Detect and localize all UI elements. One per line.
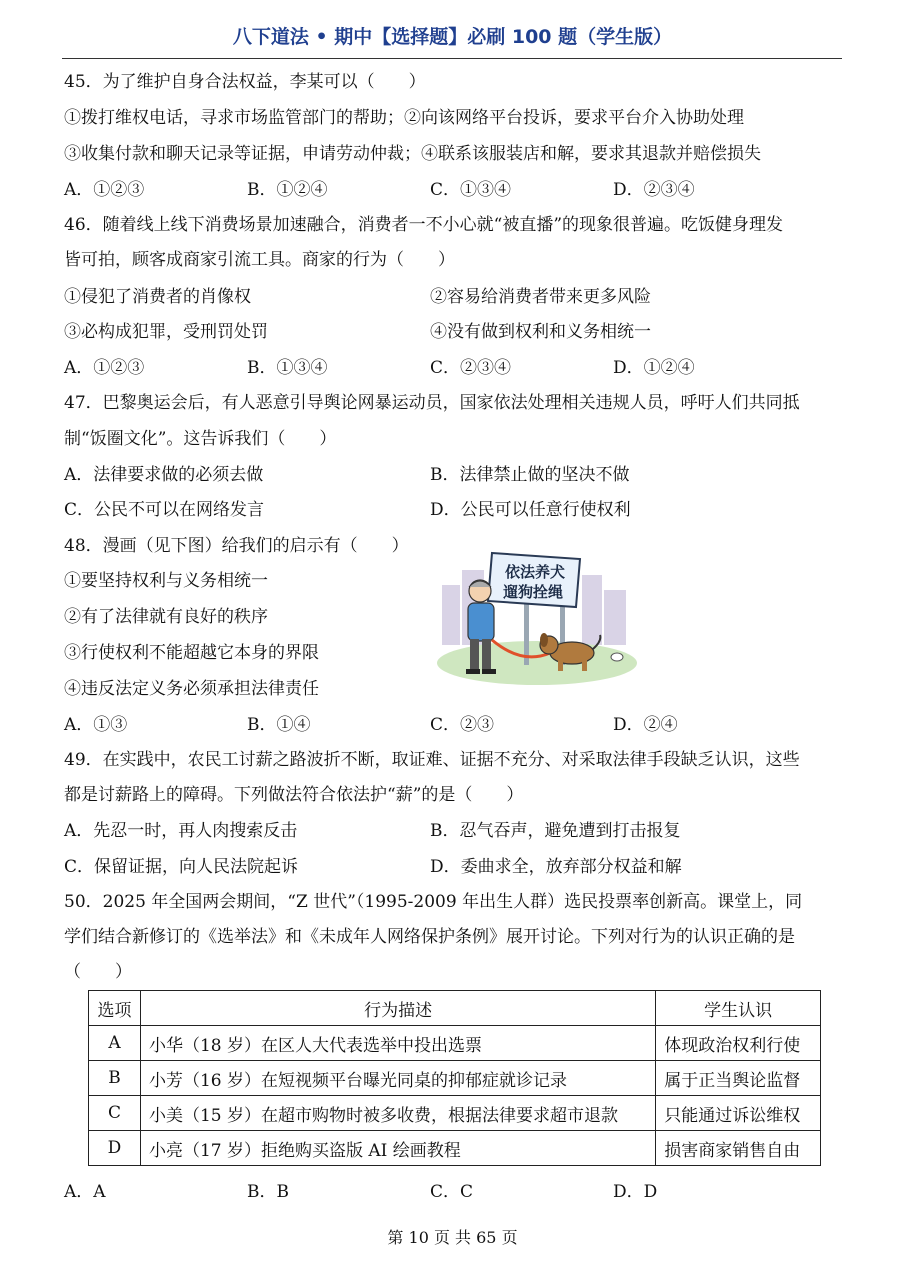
question-45-statement-1: ①拨打维权电话，寻求市场监管部门的帮助；②向该网络平台投诉，要求平台介入协助处理 <box>64 108 744 128</box>
question-50-stem-line-1: 50．2025 年全国两会期间，“Z 世代”（1995-2009 年出生人群）选民投票率创新高。课堂上，同 <box>64 892 803 912</box>
question-48-stem: 48．漫画（见下图）给我们的启示有（ ） <box>64 536 409 556</box>
page-number: 第 10 页 共 65 页 <box>387 1228 518 1247</box>
question-49-stem-line-2: 都是讨薪路上的障碍。下列做法符合依法护“薪”的是（ ） <box>64 785 524 805</box>
table-cell-opinion: 只能通过诉讼维权 <box>656 1096 821 1131</box>
sign-text-line-1: 依法养犬 <box>504 563 566 581</box>
question-50-option-b: B．B <box>247 1182 289 1202</box>
sign-text-line-2: 遛狗拴绳 <box>502 583 564 601</box>
question-50-stem-line-3: （ ） <box>64 962 132 982</box>
table-row <box>89 1096 821 1131</box>
header-divider <box>62 58 842 59</box>
question-46-statement-1: ①侵犯了消费者的肖像权 <box>64 287 251 307</box>
question-48-statement-1: ①要坚持权利与义务相统一 <box>64 571 268 591</box>
question-46-statement-3: ③必构成犯罪，受刑罚处罚 <box>64 322 268 342</box>
table-row <box>89 1131 821 1166</box>
question-48-option-c: C．②③ <box>430 715 495 735</box>
table-cell-option: C <box>89 1096 141 1131</box>
question-48-statement-2: ②有了法律就有良好的秩序 <box>64 607 268 627</box>
question-47-option-d: D．公民可以任意行使权利 <box>430 500 631 520</box>
table-cell-opinion: 体现政治权利行使 <box>656 1026 821 1061</box>
question-46-statement-2: ②容易给消费者带来更多风险 <box>430 287 651 307</box>
table-header-option: 选项 <box>89 991 141 1026</box>
question-46-stem-line-2: 皆可拍，顾客成商家引流工具。商家的行为（ ） <box>64 250 455 270</box>
table-header-opinion: 学生认识 <box>656 991 821 1026</box>
question-48-option-d: D．②④ <box>613 715 678 735</box>
question-45-option-c: C．①③④ <box>430 180 512 200</box>
table-cell-option: D <box>89 1131 141 1166</box>
table-cell-behavior: 小亮（17 岁）拒绝购买盗版 AI 绘画教程 <box>140 1131 655 1166</box>
question-46-option-c: C．②③④ <box>430 358 512 378</box>
question-50-option-c: C．C <box>430 1182 474 1202</box>
question-45-stem: 45．为了维护自身合法权益，李某可以（ ） <box>64 72 426 92</box>
table-cell-opinion: 损害商家销售自由 <box>656 1131 821 1166</box>
question-48-option-b: B．①④ <box>247 715 311 735</box>
question-50-stem-line-2: 学们结合新修订的《选举法》和《未成年人网络保护条例》展开讨论。下列对行为的认识正确的是 <box>64 927 795 947</box>
question-49-option-b: B．忍气吞声，避免遭到打击报复 <box>430 821 681 841</box>
table-header-behavior: 行为描述 <box>140 991 655 1026</box>
question-46-stem-line-1: 46．随着线上线下消费场景加速融合，消费者一不小心就“被直播”的现象很普遍。吃饭健身理发 <box>64 215 784 235</box>
table-cell-behavior: 小美（15 岁）在超市购物时被多收费，根据法律要求超市退款 <box>140 1096 655 1131</box>
table-cell-opinion: 属于正当舆论监督 <box>656 1061 821 1096</box>
table-header-row <box>89 991 821 1026</box>
question-45-option-a: A．①②③ <box>64 180 145 200</box>
table-row <box>89 1061 821 1096</box>
table-cell-behavior: 小芳（16 岁）在短视频平台曝光同桌的抑郁症就诊记录 <box>140 1061 655 1096</box>
page-header-title: 八下道法 • 期中【选择题】必刷 100 题（学生版） <box>232 26 673 48</box>
table-cell-behavior: 小华（18 岁）在区人大代表选举中投出选票 <box>140 1026 655 1061</box>
question-49-option-a: A．先忍一时，再人肉搜索反击 <box>64 821 298 841</box>
question-45-option-d: D．②③④ <box>613 180 695 200</box>
question-45-option-b: B．①②④ <box>247 180 328 200</box>
table-cell-option: B <box>89 1061 141 1096</box>
question-49-option-c: C．保留证据，向人民法院起诉 <box>64 857 299 877</box>
question-48-statement-3: ③行使权利不能超越它本身的界限 <box>64 643 319 663</box>
question-49-option-d: D．委曲求全，放弃部分权益和解 <box>430 857 682 877</box>
table-row <box>89 1026 821 1061</box>
question-48-option-a: A．①③ <box>64 715 128 735</box>
question-47-option-c: C．公民不可以在网络发言 <box>64 500 265 520</box>
question-47-stem-line-1: 47．巴黎奥运会后，有人恶意引导舆论网暴运动员，国家依法处理相关违规人员，呼吁人们共同抵 <box>64 393 800 413</box>
question-46-statement-4: ④没有做到权利和义务相统一 <box>430 322 651 342</box>
question-45-statement-2: ③收集付款和聊天记录等证据，申请劳动仲裁；④联系该服装店和解，要求其退款并赔偿损失 <box>64 144 761 164</box>
question-46-option-a: A．①②③ <box>64 358 145 378</box>
question-47-option-a: A．法律要求做的必须去做 <box>64 465 264 485</box>
question-49-stem-line-1: 49．在实践中，农民工讨薪之路波折不断，取证难、证据不充分、对采取法律手段缺乏认识，这些 <box>64 750 800 770</box>
question-47-stem-line-2: 制“饭圈文化”。这告诉我们（ ） <box>64 429 337 449</box>
question-50-option-a: A．A <box>64 1182 106 1202</box>
question-48-statement-4: ④违反法定义务必须承担法律责任 <box>64 679 319 699</box>
dog-walking-cartoon <box>432 545 642 693</box>
question-46-option-b: B．①③④ <box>247 358 328 378</box>
question-46-option-d: D．①②④ <box>613 358 695 378</box>
table-cell-option: A <box>89 1026 141 1061</box>
question-50-option-d: D．D <box>613 1182 658 1202</box>
question-50-table <box>88 990 821 1166</box>
question-47-option-b: B．法律禁止做的坚决不做 <box>430 465 630 485</box>
